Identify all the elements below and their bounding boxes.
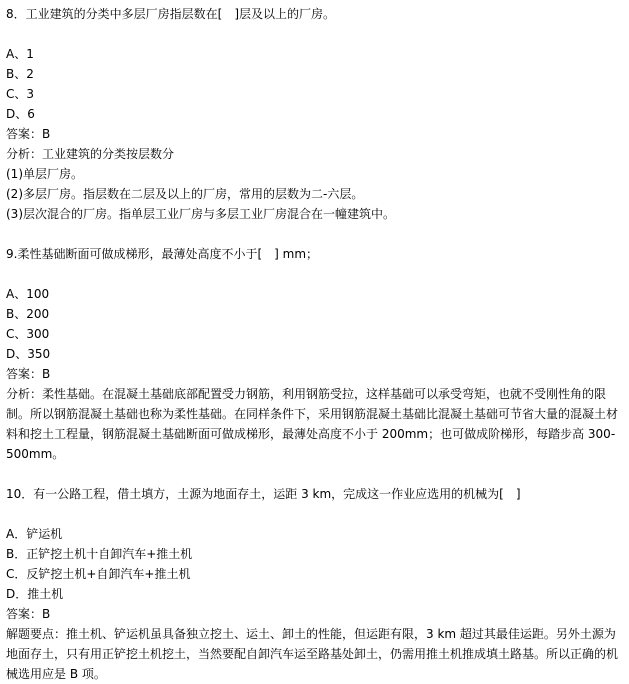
question-10-text: 10．有一公路工程，借土填方，土源为地面存土，运距 3 km，完成这一作业应选用的机械为[ ] xyxy=(6,487,521,501)
option-b: B、200 xyxy=(6,307,50,321)
answer: 答案：B xyxy=(6,367,51,381)
analysis-paragraph: 分析：柔性基础。在混凝土基础底部配置受力钢筋，利用钢筋受拉，这样基础可以承受弯矩，也就不受刚性角的限制。所以钢筋混凝土基础也称为柔性基础。在同样条件下，采用钢筋混凝土基础比混凝土基础可节省大量的混凝土材料和挖土工程量，钢筋混凝土基础断面可做成梯形，最薄处高度不小于 200mm；也可做成阶梯形，每踏步高 300-500mm。 xyxy=(6,387,619,461)
question-8 xyxy=(6,4,623,224)
question-9-text: 9.柔性基础断面可做成梯形，最薄处高度不小于[ ] mm； xyxy=(6,247,319,261)
answer: 答案：B xyxy=(6,607,51,621)
analysis-title: 分析：工业建筑的分类按层数分 xyxy=(6,147,175,161)
question-10 xyxy=(6,484,623,684)
answer: 答案：B xyxy=(6,127,51,141)
analysis-line-2: (2)多层厂房。指层数在二层及以上的厂房，常用的层数为二-六层。 xyxy=(6,187,364,201)
option-c: C、300 xyxy=(6,327,50,341)
spacer xyxy=(6,464,623,484)
spacer xyxy=(6,224,623,244)
option-d: D、350 xyxy=(6,347,51,361)
option-d: D、6 xyxy=(6,107,35,121)
option-a: A、1 xyxy=(6,47,34,61)
question-9 xyxy=(6,244,623,464)
question-8-text: 8．工业建筑的分类中多层厂房指层数在[ ]层及以上的厂房。 xyxy=(6,7,336,21)
analysis-line-1: (1)单层厂房。 xyxy=(6,167,83,181)
option-c: C．反铲挖土机+自卸汽车+推土机 xyxy=(6,567,191,581)
option-b: B．正铲挖土机十自卸汽车+推土机 xyxy=(6,547,193,561)
option-c: C、3 xyxy=(6,87,35,101)
option-b: B、2 xyxy=(6,67,34,81)
option-d: D．推土机 xyxy=(6,587,64,601)
spacer xyxy=(6,504,623,524)
analysis-paragraph: 解题要点：推土机、铲运机虽具备独立挖土、运土、卸土的性能，但运距有限，3 km 超过其最佳运距。另外土源为地面存土，只有用正铲挖土机挖土，当然要配自卸汽车运至路基处卸土，仍需用推土机推成填土路基。所以正确的机械选用应是 B 项。 xyxy=(6,627,619,681)
analysis-line-3: (3)层次混合的厂房。指单层工业厂房与多层工业厂房混合在一幢建筑中。 xyxy=(6,207,396,221)
spacer xyxy=(6,264,623,284)
option-a: A、100 xyxy=(6,287,50,301)
spacer xyxy=(6,24,623,44)
option-a: A．铲运机 xyxy=(6,527,63,541)
